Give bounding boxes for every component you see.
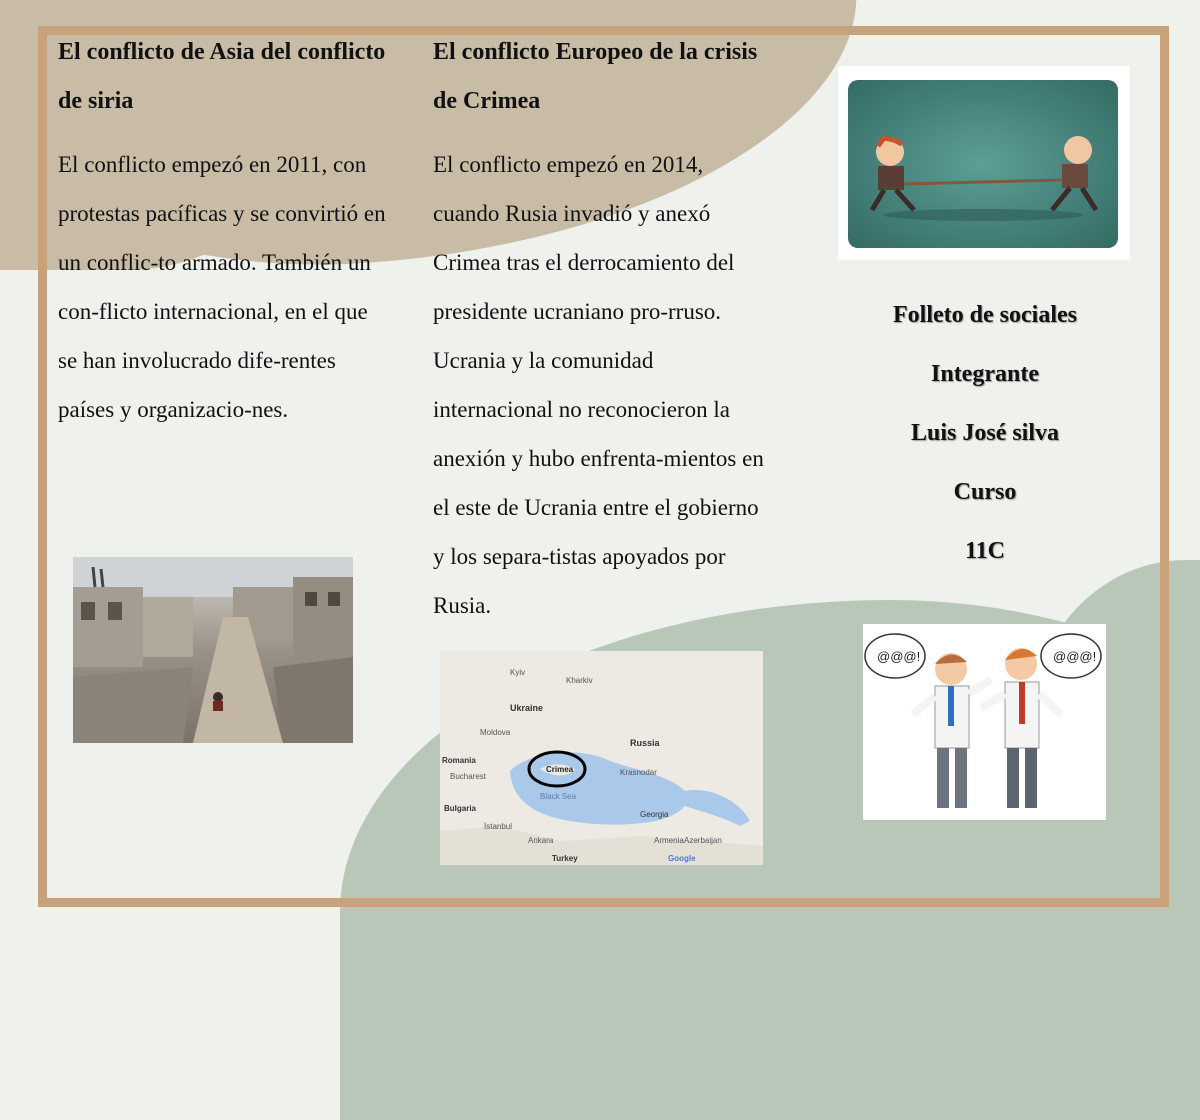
map-label-kyiv: Kyiv: [510, 668, 526, 677]
map-label-turkey: Turkey: [552, 854, 578, 863]
member-label: Integrante: [931, 361, 1039, 387]
speech-left: @@@!: [877, 649, 921, 664]
map-label-bulgaria: Bulgaria: [444, 804, 477, 813]
arguing-men-image: [863, 624, 1106, 820]
course-label: Curso: [953, 479, 1017, 505]
map-label-russia: Russia: [630, 738, 660, 748]
brochure-title: Folleto de sociales: [893, 302, 1077, 328]
map-label-armenia: Armenia: [654, 836, 684, 845]
map-label-ankara: Ankara: [528, 836, 554, 845]
map-label-moldova: Moldova: [480, 728, 511, 737]
map-google-logo: Google: [668, 854, 696, 863]
column-crimea: [433, 28, 773, 630]
crimea-map-image: [440, 651, 763, 865]
map-label-kharkiv: Kharkiv: [566, 676, 593, 685]
map-label-crimea: Crimea: [546, 765, 574, 774]
syria-heading: El conflicto de Asia del conflicto de siria: [58, 39, 386, 114]
member-name: Luis José silva: [910, 420, 1060, 446]
course-value: 11C: [964, 538, 1005, 564]
map-label-romania: Romania: [442, 756, 476, 765]
crimea-heading: El conflicto Europeo de la crisis de Crimea: [433, 39, 758, 114]
brochure-info-block: [860, 286, 1110, 581]
map-label-georgia: Georgia: [640, 810, 669, 819]
syria-ruins-image: [73, 557, 353, 743]
syria-body: El conflicto empezó en 2011, con protestas pacíficas y se convirtió en un conflic-to armado. También un con-flicto internacional, en el que se han involucrado dife-rentes países y organizacio-nes.: [58, 152, 386, 422]
map-label-krasnodar: Krasnodar: [620, 768, 657, 777]
map-label-istanbul: İstanbul: [484, 822, 513, 831]
speech-right: @@@!: [1053, 649, 1097, 664]
map-label-ukraine: Ukraine: [510, 703, 544, 713]
column-syria: [58, 28, 388, 434]
map-label-bucharest: Bucharest: [450, 772, 487, 781]
map-label-black-sea: Black Sea: [540, 792, 577, 801]
crimea-body: El conflicto empezó en 2014, cuando Rusia invadió y anexó Crimea tras el derrocamiento del presidente ucraniano pro-rruso. Ucrania y la comunidad internacional no reconocieron la anexión y hubo enfrenta-mientos en el este de Ucrania entre el gobierno y los separa-tistas apoyados por Rusia.: [433, 152, 764, 618]
map-label-azerbaijan: Azerbaijan: [684, 836, 722, 845]
tug-of-war-image: [838, 66, 1130, 260]
